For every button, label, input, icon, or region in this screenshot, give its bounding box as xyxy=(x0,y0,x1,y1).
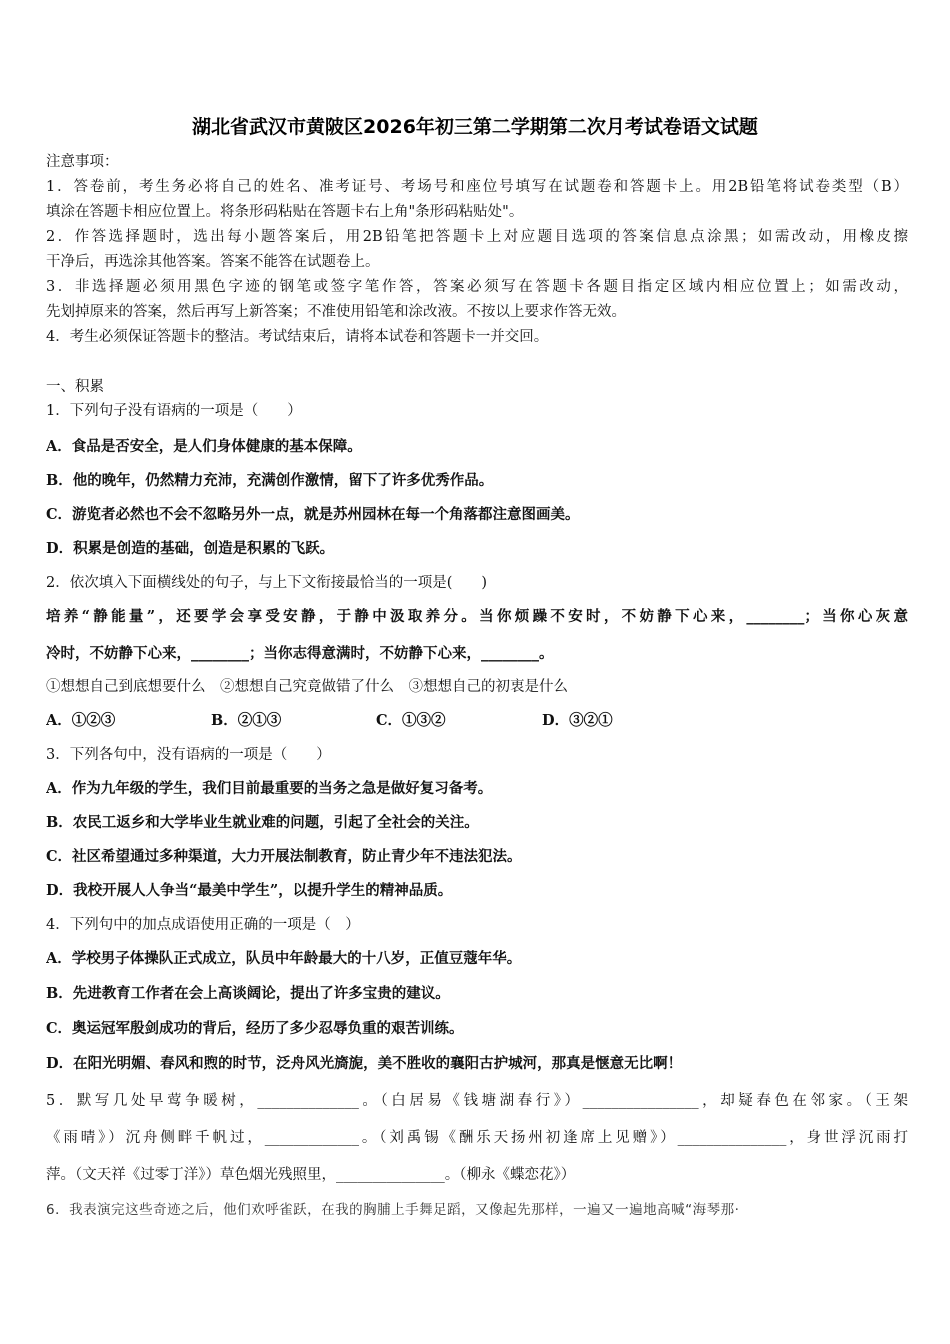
question-4-option-c: C．奥运冠军殷剑成功的背后，经历了多少忍辱负重的艰苦训练。 xyxy=(46,1020,464,1037)
question-2-option-c: C．①③② xyxy=(376,712,446,729)
question-1-stem: 1．下列句子没有语病的一项是（ ） xyxy=(46,403,302,419)
notice-heading: 注意事项： xyxy=(46,154,119,170)
question-1-option-c: C．游览者必然也不会不忽略另外一点，就是苏州园林在每一个角落都注意图画美。 xyxy=(46,506,580,523)
question-2-choices: ①想想自己到底想要什么 ②想想自己究竟做错了什么 ③想想自己的初衷是什么 xyxy=(46,679,568,695)
question-3-option-a: A．作为九年级的学生，我们目前最重要的当务之急是做好复习备考。 xyxy=(46,780,493,797)
question-2-passage: 培养“静能量”，还要学会享受安静，于静中汲取养分。当你烦躁不安时，不妨静下心来，________；当你心灰意 xyxy=(46,608,908,625)
question-1-option-b: B．他的晚年，仍然精力充沛，充满创作激情，留下了许多优秀作品。 xyxy=(46,472,494,489)
question-3-option-b: B．农民工返乡和大学毕业生就业难的问题，引起了全社会的关注。 xyxy=(46,814,479,831)
notice-line: 先划掉原来的答案，然后再写上新答案；不准使用铅笔和涂改液。不按以上要求作答无效。 xyxy=(46,304,626,320)
question-2-stem: 2．依次填入下面横线处的句子，与上下文衔接最恰当的一项是( ) xyxy=(46,575,488,591)
question-3-option-d: D．我校开展人人争当“最美中学生”，以提升学生的精神品质。 xyxy=(46,882,453,899)
question-1-option-d: D．积累是创造的基础，创造是积累的飞跃。 xyxy=(46,540,335,557)
notice-line: 2．作答选择题时，选出每小题答案后，用2B铅笔把答题卡上对应题目选项的答案信息点涂黑；如需改动，用橡皮擦 xyxy=(46,229,908,245)
question-2-option-a: A．①②③ xyxy=(46,712,116,729)
question-2-passage: 冷时，不妨静下心来，________；当你志得意满时，不妨静下心来，________。 xyxy=(46,645,554,662)
page-title: 湖北省武汉市黄陂区2026年初三第二学期第二次月考试卷语文试题 xyxy=(192,116,758,138)
question-3-option-c: C．社区希望通过多种渠道，大力开展法制教育，防止青少年不违法犯法。 xyxy=(46,848,522,865)
notice-line: 4．考生必须保证答题卡的整洁。考试结束后，请将本试卷和答题卡一并交回。 xyxy=(46,329,549,345)
question-2-option-b: B．②①③ xyxy=(211,712,282,729)
question-4-option-b: B．先进教育工作者在会上高谈阔论，提出了许多宝贵的建议。 xyxy=(46,985,450,1002)
question-4-option-a: A．学校男子体操队正式成立，队员中年龄最大的十八岁，正值豆蔻年华。 xyxy=(46,950,522,967)
section-heading: 一、积累 xyxy=(46,379,104,395)
question-5-line: 萍。（文天祥《过零丁洋》）草色烟光残照里，_______________。（柳永《蝶恋花》） xyxy=(46,1167,576,1183)
notice-line: 3．非选择题必须用黑色字迹的钢笔或签字笔作答，答案必须写在答题卡各题目指定区域内相应位置上；如需改动， xyxy=(46,279,908,295)
question-2-options xyxy=(46,711,908,731)
question-2-option-d: D．③②① xyxy=(542,712,613,729)
question-4-stem: 4．下列句中的加点成语使用正确的一项是（ ） xyxy=(46,917,360,933)
question-5-line: 《雨晴》）沉舟侧畔千帆过，_____________。（刘禹锡《酬乐天扬州初逢席上见赠》）_______________，身世浮沉雨打 xyxy=(46,1130,908,1146)
question-3-stem: 3．下列各句中，没有语病的一项是（ ） xyxy=(46,747,331,763)
question-5-line: 5．默写几处早莺争暖树，______________。（白居易《钱塘湖春行》）________________，却疑春色在邻家。（王架 xyxy=(46,1093,908,1109)
notice-line: 填涂在答题卡相应位置上。将条形码粘贴在答题卡右上角"条形码粘贴处"。 xyxy=(46,204,524,220)
question-6-passage: 6．我表演完这些奇迹之后，他们欢呼雀跃，在我的胸脯上手舞足蹈，又像起先那样，一遍又一遍地高喊“海琴那· xyxy=(46,1202,740,1218)
notice-line: 干净后，再选涂其他答案。答案不能答在试题卷上。 xyxy=(46,254,380,270)
notice-line: 1．答卷前，考生务必将自己的姓名、准考证号、考场号和座位号填写在试题卷和答题卡上。用2B铅笔将试卷类型（B） xyxy=(46,179,908,195)
question-1-option-a: A．食品是否安全，是人们身体健康的基本保障。 xyxy=(46,438,362,455)
question-4-option-d: D．在阳光明媚、春风和煦的时节，泛舟风光旖旎，美不胜收的襄阳古护城河，那真是惬意无比啊！ xyxy=(46,1055,683,1072)
